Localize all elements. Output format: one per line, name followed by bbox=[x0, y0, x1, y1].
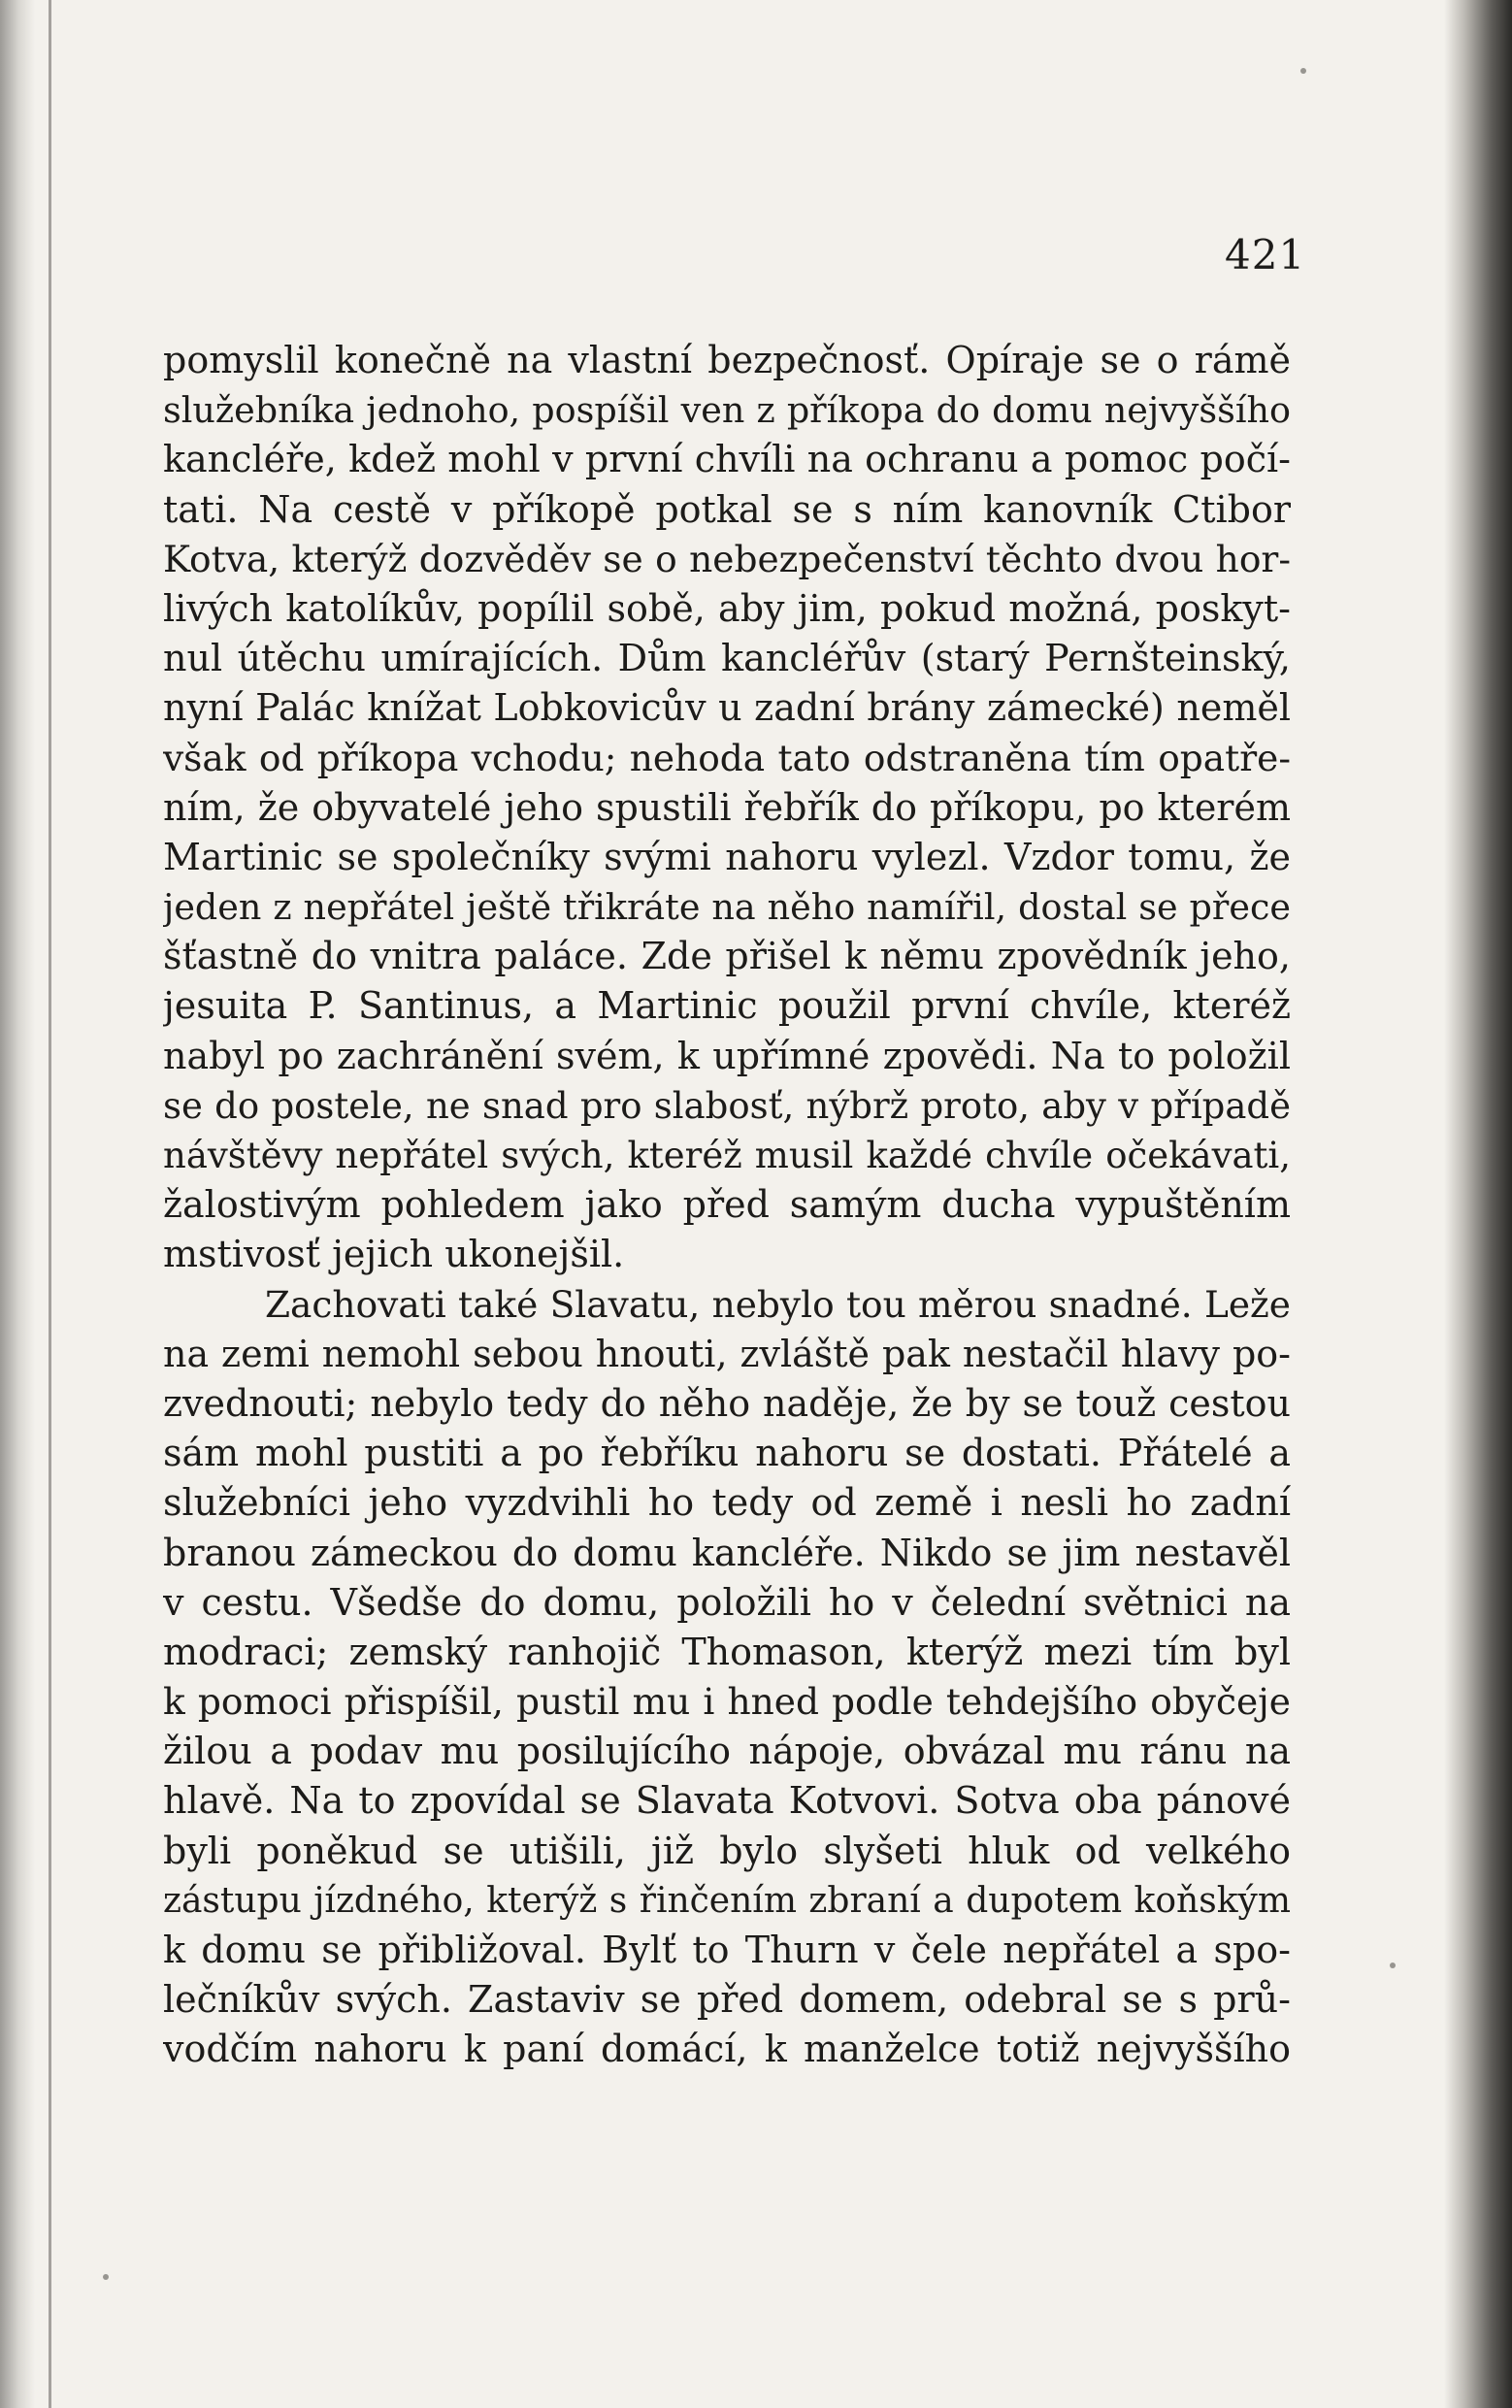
text-line: šťastně do vnitra paláce. Zde přišel k němu zpovědník jeho, bbox=[163, 935, 1291, 978]
scan-edge-right bbox=[1444, 0, 1512, 2408]
text-line: pomyslil konečně na vlastní bezpečnosť. Opíraje se o rámě bbox=[163, 339, 1291, 381]
page-gutter-line bbox=[49, 0, 51, 2408]
text-line: vodčím nahoru k paní domácí, k manželce totiž nejvyššího bbox=[163, 2028, 1291, 2071]
text-line: žilou a podav mu posilujícího nápoje, obvázal mu ránu na bbox=[163, 1730, 1291, 1773]
page-number: 421 bbox=[1225, 231, 1306, 279]
text-line: Kotva, kterýž dozvěděv se o nebezpečenství těchto dvou hor- bbox=[163, 537, 1291, 580]
body-text bbox=[163, 336, 1291, 2075]
text-line: zvednouti; nebylo tedy do něho naděje, že by se touž cestou bbox=[163, 1381, 1291, 1425]
text-line: nyní Palác knížat Lobkovicův u zadní brány zámecké) neměl bbox=[163, 686, 1291, 730]
text-line: tati. Na cestě v příkopě potkal se s ním kanovník Ctibor bbox=[163, 487, 1291, 531]
text-line: však od příkopa vchodu; nehoda tato odstraněna tím opatře- bbox=[163, 736, 1291, 779]
text-line: Martinic se společníky svými nahoru vylezl. Vzdor tomu, že bbox=[163, 835, 1291, 878]
text-line: byli poněkud se utišili, již bylo slyšeti hluk od velkého bbox=[163, 1829, 1291, 1872]
text-line-paragraph-end: mstivosť jejich ukonejšil. bbox=[163, 1233, 625, 1276]
text-line: k domu se přibližoval. Bylť to Thurn v čele nepřátel a spo- bbox=[163, 1929, 1291, 1971]
text-line-paragraph-start: Zachovati také Slavatu, nebylo tou měrou snadné. Leže bbox=[265, 1282, 1291, 1326]
text-line: na zemi nemohl sebou hnouti, zvláště pak nestačil hlavy po- bbox=[163, 1332, 1291, 1375]
text-line: nul útěchu umírajících. Dům kancléřův (starý Pernšteinský, bbox=[163, 637, 1291, 680]
text-line: modraci; zemský ranhojič Thomason, kterýž mezi tím byl bbox=[163, 1630, 1291, 1673]
scan-speck bbox=[1390, 1963, 1396, 1968]
text-line: hlavě. Na to zpovídal se Slavata Kotvovi. Sotva oba pánové bbox=[163, 1779, 1291, 1823]
text-line: služebníka jednoho, pospíšil ven z příkopa do domu nejvyššího bbox=[163, 389, 1291, 432]
text-line: lečníkův svých. Zastaviv se před domem, odebral se s prů- bbox=[163, 1978, 1291, 2022]
text-line: livých katolíkův, popílil sobě, aby jim, pokud možná, poskyt- bbox=[163, 586, 1291, 630]
text-line: v cestu. Všedše do domu, položili ho v čelední světnici na bbox=[163, 1580, 1291, 1624]
text-line: žalostivým pohledem jako před samým ducha vypuštěním bbox=[163, 1183, 1291, 1227]
scan-speck bbox=[1300, 68, 1306, 74]
text-line: ním, že obyvatelé jeho spustili řebřík do příkopu, po kterém bbox=[163, 785, 1291, 829]
text-line: k pomoci přispíšil, pustil mu i hned podle tehdejšího obyčeje bbox=[163, 1680, 1291, 1724]
text-line: služebníci jeho vyzdvihli ho tedy od země i nesli ho zadní bbox=[163, 1481, 1291, 1525]
text-line: sám mohl pustiti a po řebříku nahoru se dostati. Přátelé a bbox=[163, 1432, 1291, 1475]
text-line: kancléře, kdež mohl v první chvíli na ochranu a pomoc počí- bbox=[163, 438, 1291, 481]
scan-edge-left bbox=[0, 0, 35, 2408]
text-line: branou zámeckou do domu kancléře. Nikdo se jim nestavěl bbox=[163, 1531, 1291, 1574]
text-line: nabyl po zachránění svém, k upřímné zpovědi. Na to položil bbox=[163, 1034, 1291, 1077]
text-line: návštěvy nepřátel svých, kteréž musil každé chvíle očekávati, bbox=[163, 1135, 1291, 1176]
text-line: jeden z nepřátel ještě třikráte na něho namířil, dostal se přece bbox=[163, 886, 1291, 929]
scan-speck bbox=[103, 2274, 109, 2280]
text-line: se do postele, ne snad pro slabosť, nýbrž proto, aby v případě bbox=[163, 1084, 1291, 1127]
text-line: zástupu jízdného, kterýž s řinčením zbraní a dupotem koňským bbox=[163, 1880, 1291, 1921]
text-line: jesuita P. Santinus, a Martinic použil první chvíle, kteréž bbox=[163, 984, 1291, 1028]
